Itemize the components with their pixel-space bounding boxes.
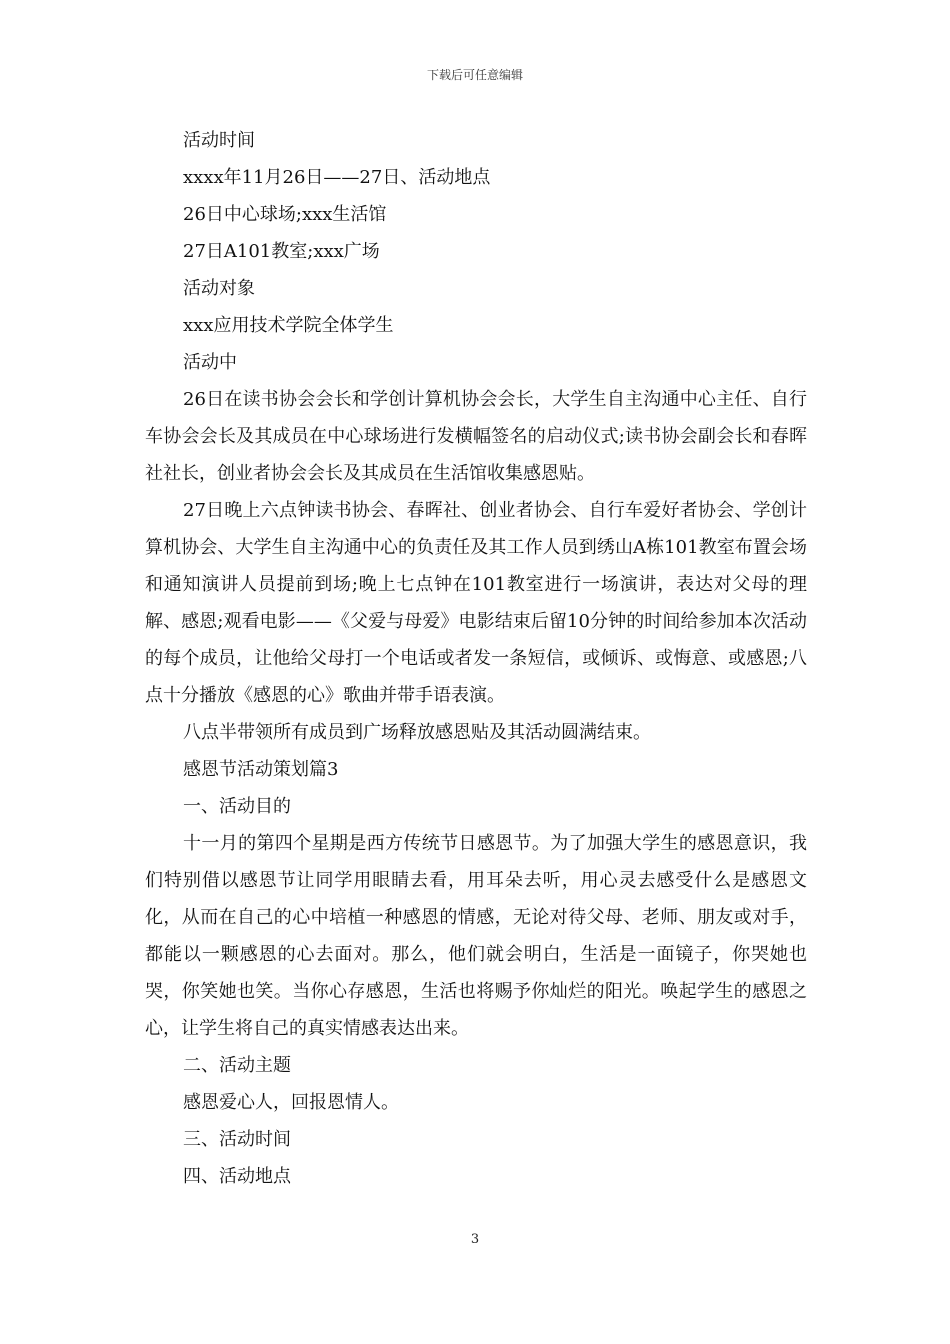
section-title: 感恩节活动策划篇3 bbox=[183, 759, 339, 780]
document-body bbox=[145, 122, 807, 1195]
paragraph: 26日中心球场;xxx生活馆 bbox=[183, 204, 387, 225]
section-heading: 四、活动地点 bbox=[183, 1166, 291, 1187]
paragraph: 27日晚上六点钟读书协会、春晖社、创业者协会、自行车爱好者协会、学创计算机协会、大学生自主沟通中心的负责任及其工作人员到绣山A栋101教室布置会场和通知演讲人员提前到场;晚上七点钟在101教室进行一场演讲，表达对父母的理解、感恩;观看电影——《父爱与母爱》电影结束后留10分钟的时间给参加本次活动的每个成员，让他给父母打一个电话或者发一条短信，或倾诉、或悔意、或感恩;八点十分播放《感恩的心》歌曲并带手语表演。 bbox=[145, 500, 807, 706]
section-heading: 三、活动时间 bbox=[183, 1129, 291, 1150]
paragraph: 活动对象 bbox=[183, 278, 255, 299]
header-note: 下载后可任意编辑 bbox=[426, 68, 523, 82]
section-heading: 二、活动主题 bbox=[183, 1055, 291, 1076]
paragraph: 八点半带领所有成员到广场释放感恩贴及其活动圆满结束。 bbox=[183, 722, 651, 743]
paragraph: 活动中 bbox=[183, 352, 237, 373]
paragraph: 活动时间 bbox=[183, 130, 255, 151]
paragraph: 感恩爱心人，回报恩情人。 bbox=[183, 1092, 399, 1113]
paragraph: xxxx年11月26日——27日、活动地点 bbox=[183, 167, 491, 188]
paragraph: 十一月的第四个星期是西方传统节日感恩节。为了加强大学生的感恩意识，我们特别借以感恩节让同学用眼睛去看，用耳朵去听，用心灵去感受什么是感恩文化，从而在自己的心中培植一种感恩的情感，无论对待父母、老师、朋友或对手，都能以一颗感恩的心去面对。那么，他们就会明白，生活是一面镜子，你哭她也哭，你笑她也笑。当你心存感恩，生活也将赐予你灿烂的阳光。唤起学生的感恩之心，让学生将自己的真实情感表达出来。 bbox=[145, 833, 807, 1039]
section-heading: 一、活动目的 bbox=[183, 796, 291, 817]
paragraph: xxx应用技术学院全体学生 bbox=[183, 315, 394, 336]
paragraph: 27日A101教室;xxx广场 bbox=[183, 241, 380, 262]
page-number: 3 bbox=[470, 1232, 480, 1247]
paragraph: 26日在读书协会会长和学创计算机协会会长，大学生自主沟通中心主任、自行车协会会长及其成员在中心球场进行发横幅签名的启动仪式;读书协会副会长和春晖社社长，创业者协会会长及其成员在生活馆收集感恩贴。 bbox=[145, 389, 807, 484]
